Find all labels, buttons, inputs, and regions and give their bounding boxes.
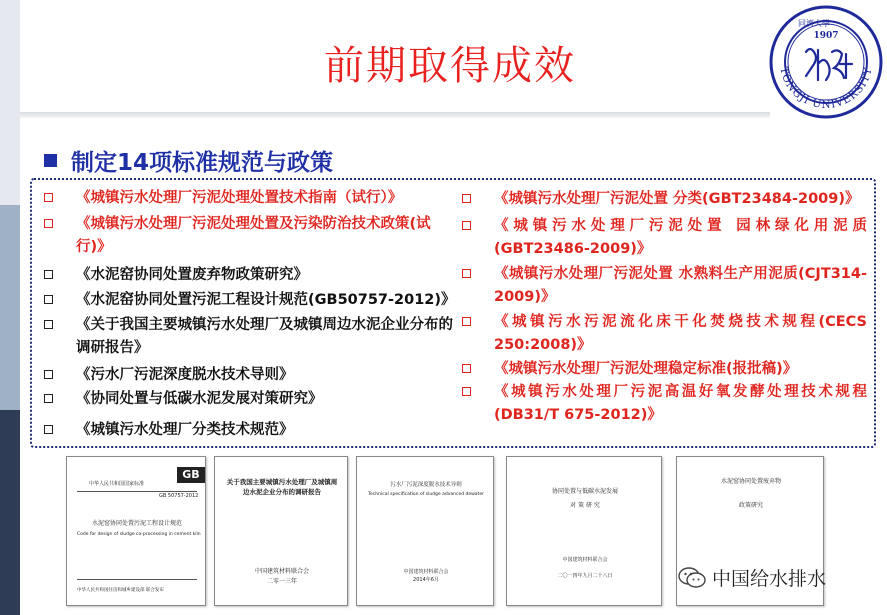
- thumbnail-title: 协同处置与低碳水泥发展: [551, 488, 618, 495]
- list-item: [44, 419, 449, 442]
- thumbnail-date: 二〇一四年九月二十八日: [557, 573, 613, 579]
- list-item: [44, 289, 464, 312]
- document-thumbnail: [214, 456, 348, 606]
- checkbox-icon: [44, 219, 53, 228]
- tongji-university-logo: [768, 4, 884, 120]
- list-item-text: 《城镇污水污泥流化床干化焚烧技术规程(CECS 250:2008)》: [494, 314, 867, 353]
- thumbnail-title: 水泥窑协同处置污泥工程设计规范: [91, 520, 182, 527]
- list-item: [462, 311, 867, 357]
- list-item: [462, 358, 867, 381]
- list-item-text: 《污水厂污泥深度脱水技术导则》: [76, 367, 294, 383]
- list-item-text: 《城镇污水处理厂污泥处理稳定标准(报批稿)》: [494, 361, 798, 377]
- square-bullet-icon: [44, 154, 57, 167]
- stripe-segment: [0, 0, 20, 205]
- thumbnail-footer: 中华人民共和国住房和城乡建设部 联合发布: [77, 588, 164, 593]
- list-item-text: 《城镇污水处理厂分类技术规范》: [76, 422, 294, 438]
- thumbnail-subtitle: Code for design of sludge co-processing in cement kiln: [77, 532, 201, 537]
- list-item-text: 《城镇污水处理厂污泥处理处置及污染防治技术政策(试行)》: [76, 216, 431, 255]
- wechat-icon: [678, 567, 706, 589]
- thumbnail-rule: [77, 579, 197, 580]
- checkbox-icon: [462, 387, 471, 396]
- section-heading: 制定14项标准规范与政策: [71, 150, 334, 176]
- list-item-text: 《城镇污水处理厂污泥高温好氧发酵处理技术规程(DB31/T 675-2012)》: [494, 384, 867, 423]
- watermark-text: 中国给水排水: [712, 568, 827, 590]
- document-thumbnail: [356, 456, 494, 606]
- list-item: [44, 314, 464, 360]
- section-heading-row: [44, 144, 333, 177]
- checkbox-icon: [44, 295, 53, 304]
- thumbnail-org: 中国建筑材料联合会: [562, 557, 608, 563]
- list-item: [44, 388, 449, 411]
- checkbox-icon: [44, 270, 53, 279]
- logo-year: 1907: [813, 31, 839, 41]
- list-item-text: 《协同处置与低碳水泥发展对策研究》: [76, 391, 323, 407]
- list-item-text: 《关于我国主要城镇污水处理厂及城镇周边水泥企业分布的调研报告》: [76, 317, 453, 356]
- left-accent-stripe: [0, 0, 20, 615]
- list-item: [44, 364, 449, 387]
- checkbox-icon: [462, 221, 471, 230]
- list-item-text: 《城镇污水处理厂污泥处置 水熟料生产用泥质(CJT314-2009)》: [494, 266, 867, 305]
- thumbnail-date: 2014年6月: [413, 577, 439, 583]
- logo-text: TONGJI UNIVERSITY: [777, 65, 875, 112]
- logo-seal-chars: 同濟大學: [798, 19, 830, 28]
- checkbox-icon: [462, 269, 471, 278]
- thumbnail-header: 中华人民共和国国家标准: [89, 481, 145, 487]
- list-item: [44, 187, 449, 210]
- checkbox-icon: [462, 364, 471, 373]
- thumbnail-title: 污水厂污泥深度脱水技术导则: [390, 482, 462, 488]
- checkbox-icon: [44, 370, 53, 379]
- list-item: [44, 264, 449, 287]
- checkbox-icon: [462, 317, 471, 326]
- list-item: [462, 381, 867, 427]
- document-thumbnail: [66, 456, 206, 606]
- list-item-text: 《水泥窑协同处置污泥工程设计规范(GB50757-2012)》: [76, 292, 456, 308]
- slide-title: 前期取得成效: [324, 43, 576, 89]
- list-item: [462, 263, 867, 309]
- thumbnail-footer: 中国建筑材料联合会: [403, 569, 449, 575]
- title-divider: [20, 112, 770, 118]
- thumbnail-title: 水泥窑协同处置废弃物: [720, 478, 781, 485]
- thumbnail-title: 关于我国主要城镇污水处理厂及城镇周边水泥企业分布的调研报告: [226, 478, 338, 496]
- stripe-segment: [0, 410, 20, 615]
- list-item-text: 《水泥窑协同处置废弃物政策研究》: [76, 267, 308, 283]
- thumbnail-subtitle: 政策研究: [738, 502, 763, 509]
- thumbnail-org: 中国建筑材料联合会: [254, 568, 309, 575]
- thumbnail-code: GB 50757-2012: [159, 493, 199, 499]
- list-item: [462, 188, 867, 211]
- list-item: [462, 215, 867, 261]
- list-item-text: 《城镇污水处理厂污泥处置 园林绿化用泥质(GBT23486-2009)》: [494, 218, 867, 257]
- thumbnail-subtitle: Technical specification of sludge advanced dewater: [368, 492, 484, 497]
- checkbox-icon: [44, 193, 53, 202]
- list-item: [44, 213, 449, 259]
- checkbox-icon: [44, 320, 53, 329]
- list-item-text: 《城镇污水处理厂污泥处置 分类(GBT23484-2009)》: [494, 191, 860, 207]
- checkbox-icon: [44, 425, 53, 434]
- list-item-text: 《城镇污水处理厂污泥处理处置技术指南（试行）》: [76, 190, 403, 206]
- thumbnail-date: 二零一三年: [266, 578, 297, 585]
- wechat-watermark: [678, 564, 826, 591]
- thumbnail-subtitle: 对 策 研 究: [570, 502, 600, 509]
- checkbox-icon: [462, 194, 471, 203]
- checkbox-icon: [44, 394, 53, 403]
- thumbnail-rule: [77, 491, 197, 492]
- stripe-segment: [0, 205, 20, 410]
- document-thumbnail: [506, 456, 662, 606]
- gb-mark: GB: [177, 467, 205, 483]
